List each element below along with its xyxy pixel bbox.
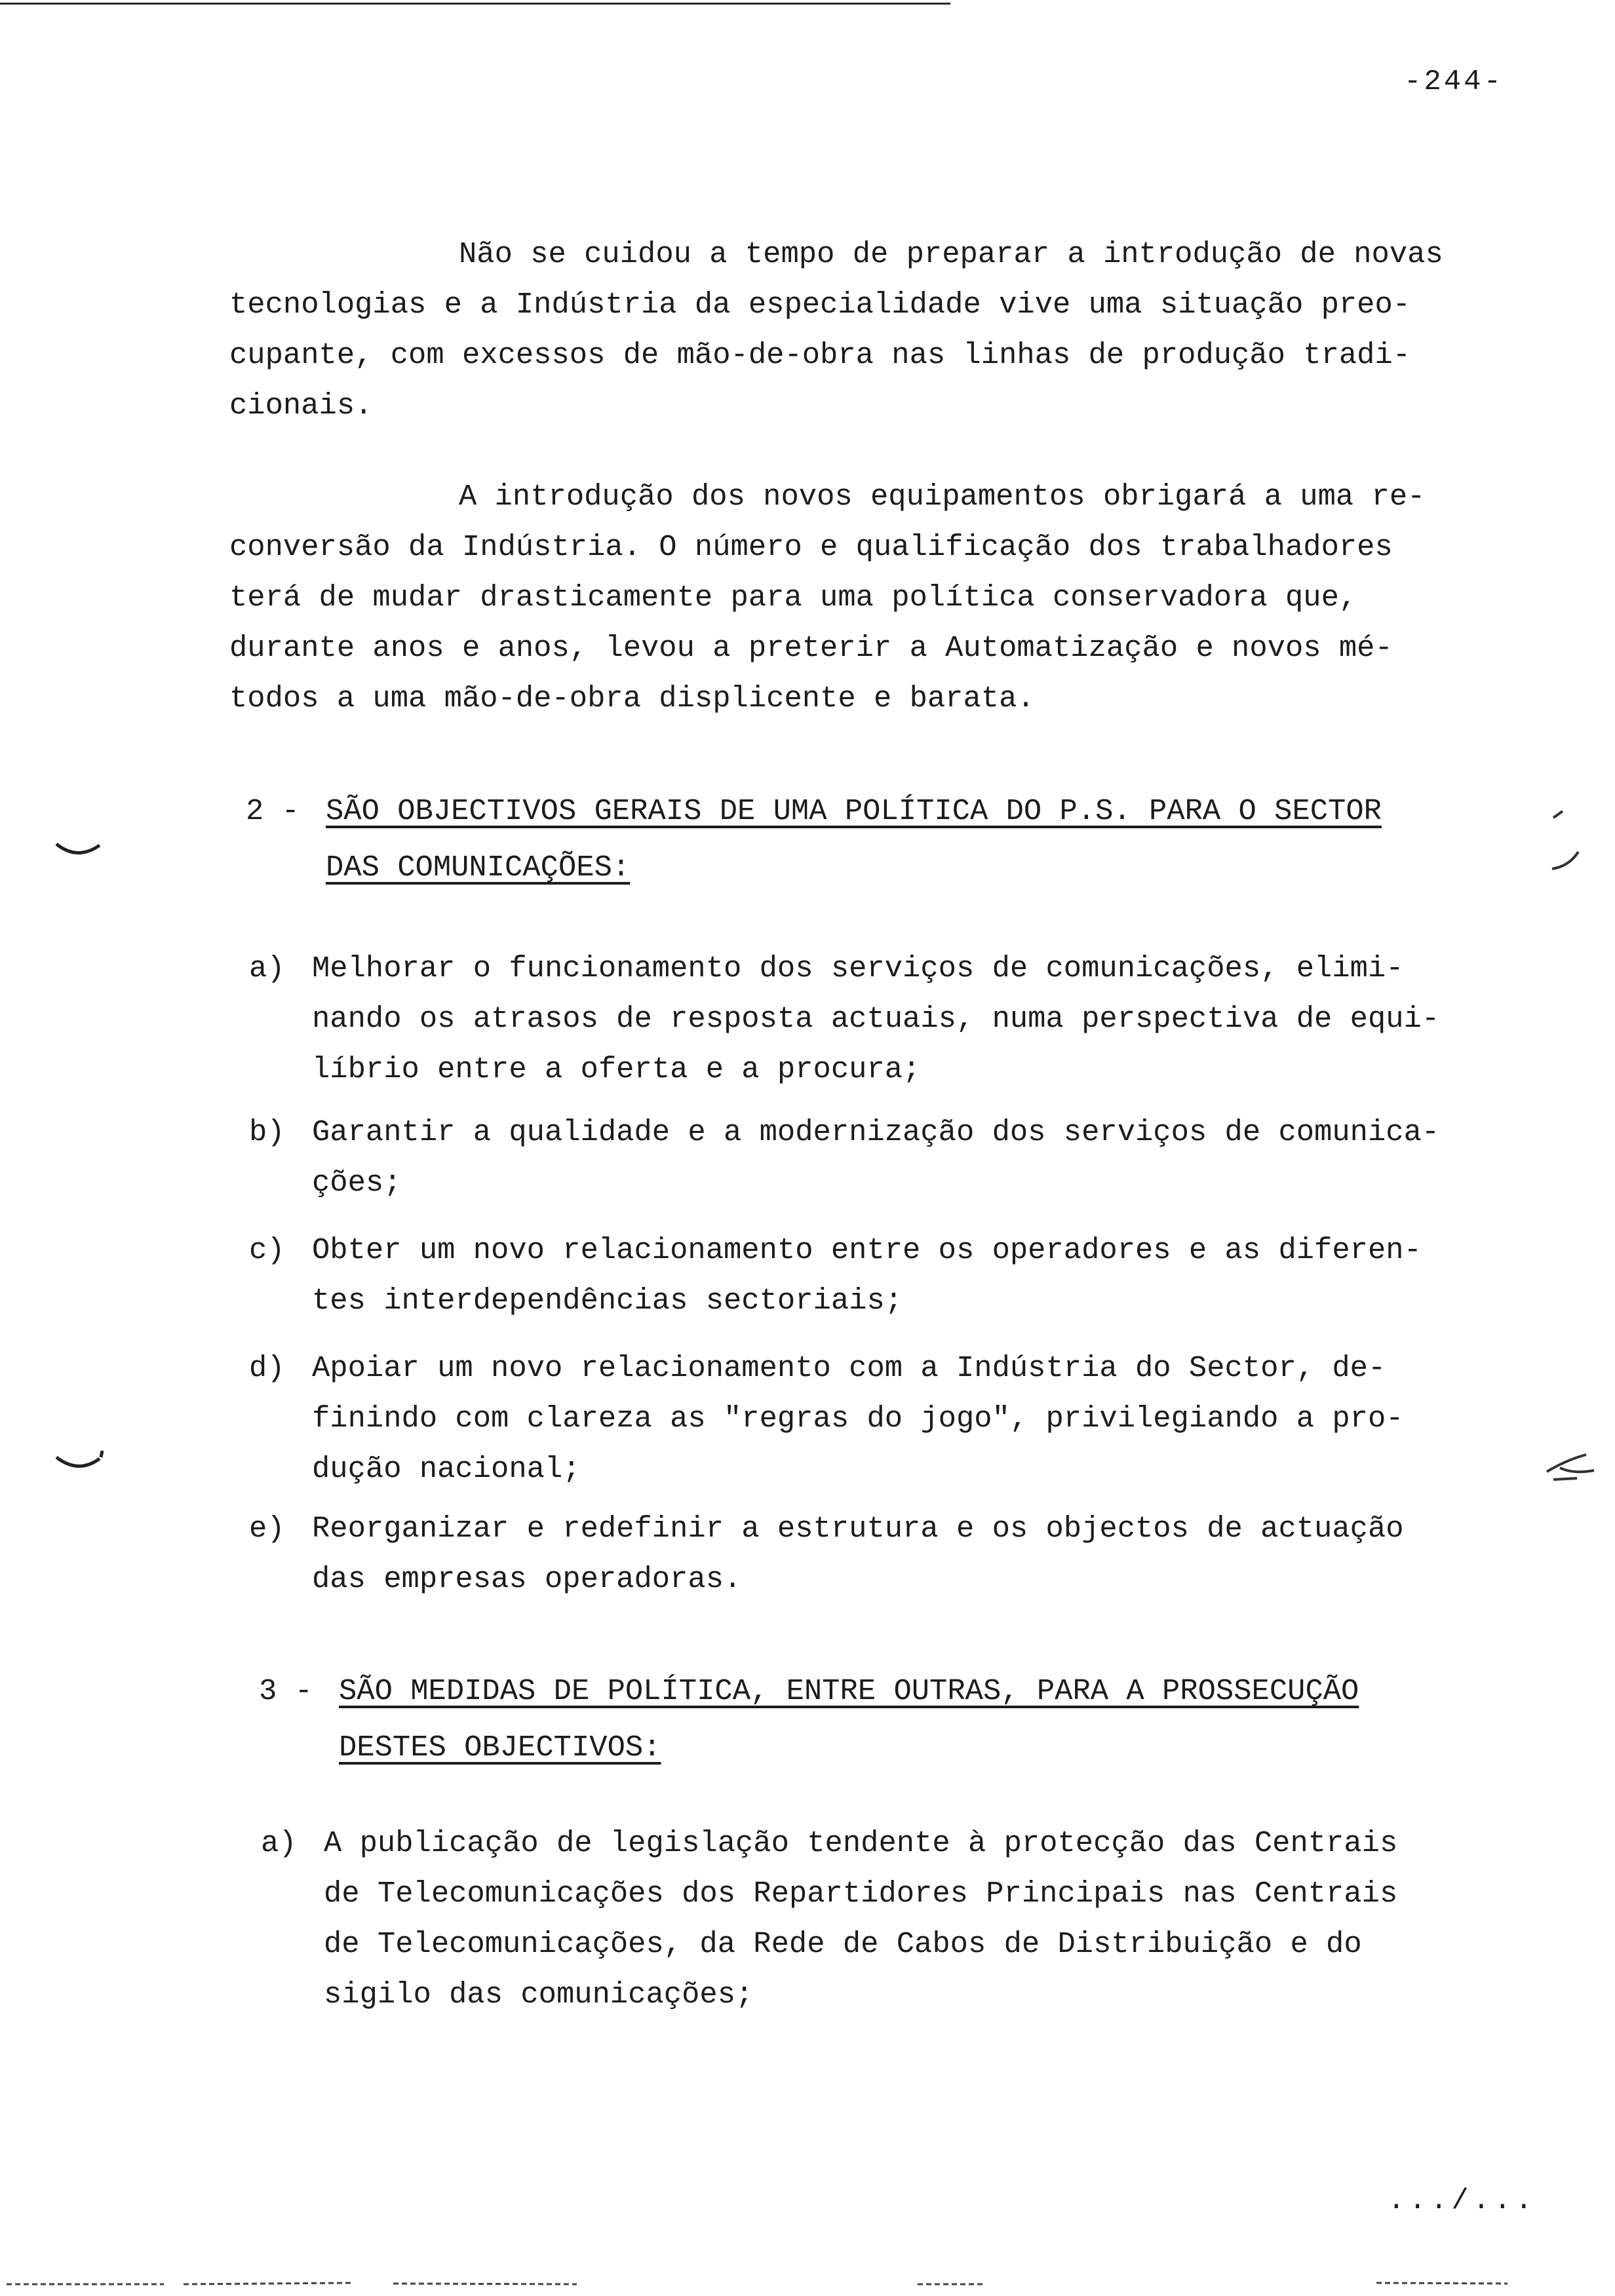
item-text: Obter um novo relacionamento entre os operadores e as diferen- tes interdependências sectoriais; [312, 1233, 1422, 1318]
item-marker: e) [249, 1512, 285, 1546]
item-text: Garantir a qualidade e a modernização dos serviços de comunica- ções; [312, 1115, 1440, 1200]
section-3-title: SÃO MEDIDAS DE POLÍTICA, ENTRE OUTRAS, PARA A PROSSECUÇÃO DESTES OBJECTIVOS: [339, 1674, 1359, 1765]
top-border-line [0, 3, 950, 5]
continuation-mark: .../... [1388, 2185, 1536, 2217]
section-2-item-c [249, 1225, 1553, 1330]
item-text: A publicação de legislação tendente à protecção das Centrais de Telecomunicações dos Repartidores Principais nas Centrais de Telecomunicações, da Rede de Cabos de Distribuição e do sigilo das comunicações; [324, 1826, 1398, 2012]
section-3-number: 3 - [259, 1674, 313, 1708]
section-2-title: SÃO OBJECTIVOS GERAIS DE UMA POLÍTICA DO P.S. PARA O SECTOR DAS COMUNICAÇÕES: [326, 794, 1382, 885]
item-marker: a) [261, 1826, 297, 1860]
margin-scribble-mark [1540, 1448, 1606, 1487]
item-marker: d) [249, 1351, 285, 1385]
item-text: Reorganizar e redefinir a estrutura e os objectos de actuação das empresas operadoras. [312, 1512, 1404, 1596]
scan-noise-line [0, 2279, 1615, 2288]
margin-tick-mark [52, 839, 105, 865]
section-2-item-b [249, 1107, 1553, 1212]
margin-scribble-mark [1540, 806, 1593, 878]
section-3-item-a [261, 1818, 1565, 2028]
item-marker: c) [249, 1233, 285, 1267]
section-2-item-e [249, 1504, 1553, 1609]
section-2-item-a [249, 944, 1553, 1101]
margin-tick-mark [52, 1448, 111, 1477]
page-number: -244- [1403, 66, 1504, 98]
item-marker: a) [249, 951, 285, 985]
item-marker: b) [249, 1115, 285, 1149]
paragraph-1: Não se cuidou a tempo de preparar a introdução de novas tecnologias e a Indústria da especialidade vive uma situação preo- cupante, com excessos de mão-de-obra nas linhas de produção tradi- cionais. [229, 237, 1443, 423]
paragraph-2: A introdução dos novos equipamentos obrigará a uma re- conversão da Indústria. O número e qualificação dos trabalhadores terá de mudar drasticamente para uma política conservadora que, durante anos e anos, levou a preterir a Automatização e novos mé- todos a uma mão-de-obra displicente e barata. [229, 480, 1426, 716]
item-text: Apoiar um novo relacionamento com a Indústria do Sector, de- finindo com clareza as "regras do jogo", privilegiando a pro- dução nacional; [312, 1351, 1404, 1486]
item-text: Melhorar o funcionamento dos serviços de comunicações, elimi- nando os atrasos de resposta actuais, numa perspectiva de equi- líbrio entre a oferta e a procura; [312, 951, 1440, 1086]
section-2-number: 2 - [246, 794, 300, 828]
section-2-item-d [249, 1343, 1553, 1501]
